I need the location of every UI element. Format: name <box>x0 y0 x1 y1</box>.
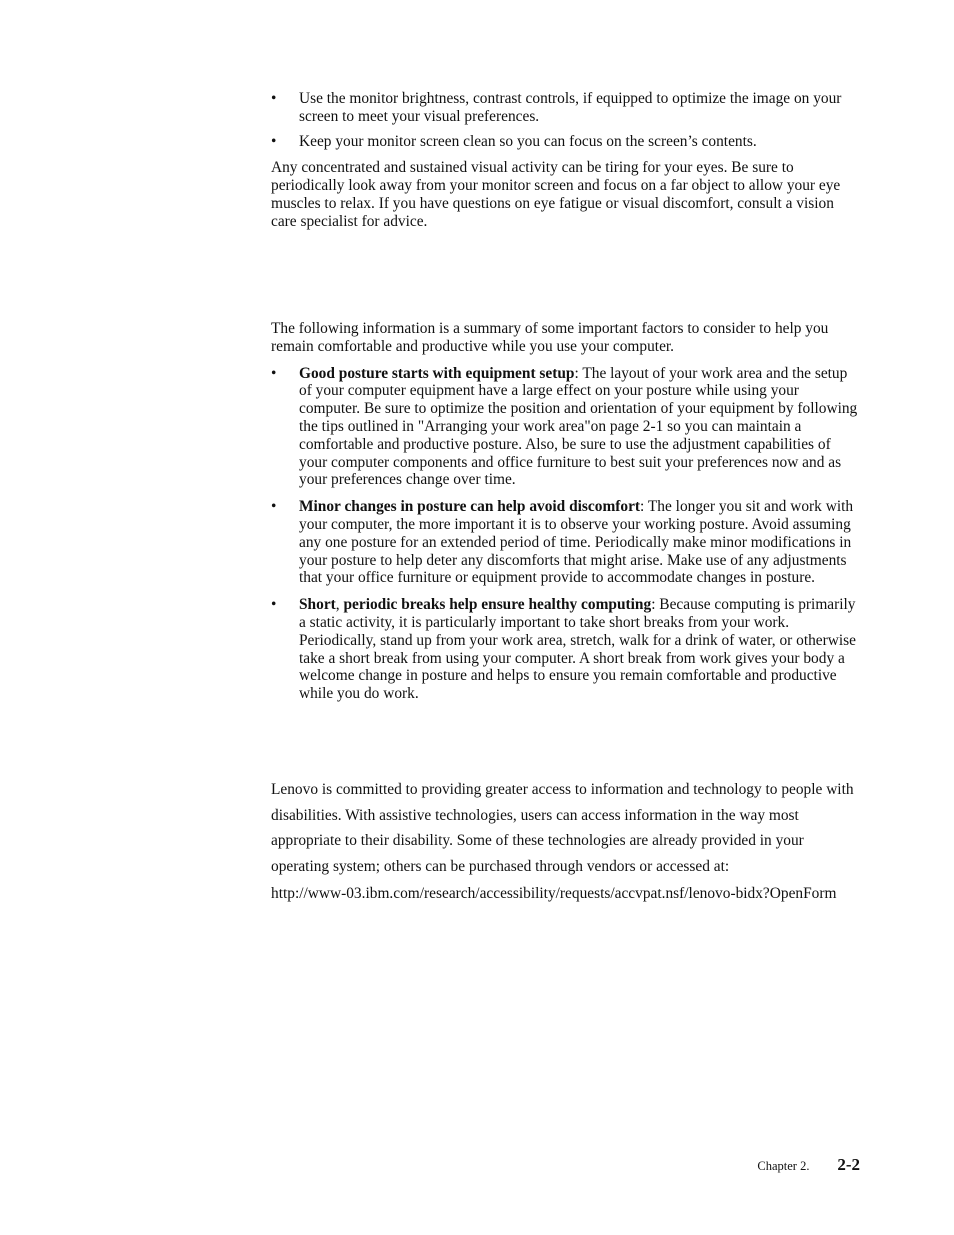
bullet-icon: • <box>271 498 277 516</box>
list-item-heading: Good posture starts with equipment setup <box>299 364 575 382</box>
list-item <box>271 133 861 151</box>
list-item-heading: Minor changes in posture can help avoid discomfort <box>299 498 641 516</box>
bullet-icon: • <box>271 90 277 107</box>
bullet-icon: • <box>271 596 277 614</box>
list-item-text: : The longer you sit and work with your computer, the more important it is to observe your working posture. Avoid assuming any one posture for an extended period of time. Periodically make minor modifications in your posture to help deter any discomforts that might arise. Make use of any adjustments that your office furniture or equipment provide to accommodate changes in posture. <box>299 498 854 587</box>
list-item-text: : Because computing is primarily a static activity, it is particularly important to take short breaks from your work. Periodically, stand up from your work area, stretch, walk for a drink of water, or otherwise take a short break from using your computer. A short break from work gives your body a welcome change in posture and helps to ensure you remain comfortable and productive while you do work. <box>299 596 856 703</box>
list-item <box>271 596 861 703</box>
list-item-text: Keep your monitor screen clean so you can focus on the screen’s contents. <box>299 132 757 150</box>
accessibility-url: http://www-03.ibm.com/research/accessibility/requests/accvpat.nsf/lenovo-bidx?OpenForm <box>271 885 837 903</box>
list-item <box>271 365 861 490</box>
monitor-tips-list <box>271 90 861 150</box>
list-item-text: : The layout of your work area and the setup of your computer equipment have a large effect on your posture while using your computer. Be sure to optimize the position and orientation of your equipment by following the tips outlined in "Arranging your work area"on page 2-1 so you can maintain a comfortable and productive posture. Also, be sure to use the adjustment capabilities of your computer components and office furniture to best suit your preferences now and as your preferences change over time. <box>299 364 858 489</box>
accessibility-paragraph: Lenovo is committed to providing greater access to information and technology to people with disabilities. With assistive technologies, users can access information in the way most appropriate to their disability. Some of these technologies are already provided in your operating system; others can be purchased through vendors or accessed at: <box>271 781 854 875</box>
list-item-text: Use the monitor brightness, contrast controls, if equipped to optimize the image on your screen to meet your visual preferences. <box>299 90 842 125</box>
posture-section <box>271 320 861 710</box>
list-item-separator: , <box>335 596 344 614</box>
page-number: 2-2 <box>837 1155 860 1174</box>
page-footer <box>757 1156 860 1176</box>
accessibility-section <box>271 777 861 903</box>
list-item-heading: Short <box>299 596 336 614</box>
list-item <box>271 498 861 587</box>
bullet-icon: • <box>271 132 277 150</box>
posture-intro-paragraph: The following information is a summary of some important factors to consider to help you remain comfortable and productive while you use your computer. <box>271 320 829 355</box>
list-item <box>271 90 861 126</box>
eye-fatigue-paragraph: Any concentrated and sustained visual activity can be tiring for your eyes. Be sure to periodically look away from your monitor screen and focus on a far object to allow your eye muscles to relax. If you have questions on eye fatigue or visual discomfort, consult a vision care specialist for advice. <box>271 159 841 230</box>
bullet-icon: • <box>271 364 277 382</box>
posture-tips-list <box>271 365 861 703</box>
monitor-tips-section <box>271 90 861 231</box>
list-item-heading: periodic breaks help ensure healthy computing <box>343 596 652 614</box>
footer-chapter-label: Chapter 2. <box>757 1159 810 1173</box>
